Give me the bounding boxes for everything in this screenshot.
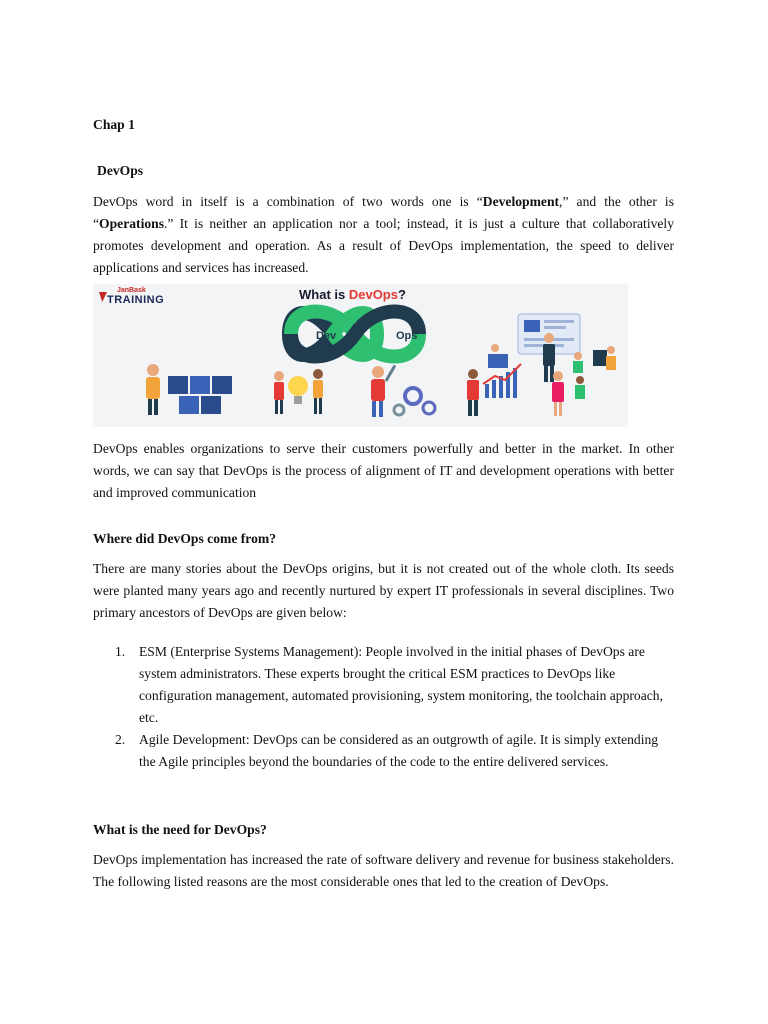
paragraph-alignment: DevOps enables organizations to serve their customers powerfully and better in the market. In other words, we can say that DevOps is the process of alignment of IT and development operations with better and improved communication xyxy=(93,441,674,500)
list-item-text: ESM (Enterprise Systems Management): People involved in the initial phases of DevOps are system administrators. These experts brought the critical ESM practices to DevOps like configuration management, automated provisioning, system monitoring, the toolchain approach, etc. xyxy=(139,644,663,725)
section-title: DevOps xyxy=(97,163,144,178)
intro-paragraph xyxy=(93,191,674,279)
intro-bold-operations: Operations xyxy=(99,216,164,231)
list-item-text: Agile Development: DevOps can be considered as an outgrowth of agile. It is simply extending the Agile principles beyond the boundaries of the code to the entire delivered services. xyxy=(139,732,659,769)
paragraph-origins: There are many stories about the DevOps origins, but it is not created out of the whole cloth. Its seeds were planted many years ago and recently nurtured by expert IT professionals in several disciplines. Two primary ancestors of DevOps are given below: xyxy=(93,561,674,620)
devops-illustration xyxy=(93,284,628,427)
list-item xyxy=(93,729,667,773)
banner-title-accent: DevOps xyxy=(348,287,398,302)
intro-bold-development: Development xyxy=(482,194,560,209)
list-item xyxy=(93,641,667,729)
ancestors-list xyxy=(93,641,674,773)
logo-line-2: TRAINING xyxy=(107,294,165,306)
engineer-gears-icon xyxy=(371,365,435,417)
devops-banner-image xyxy=(93,284,628,427)
intro-text-3: .” It is neither an application nor a tool; instead, it is just a culture that collaboratively promotes development and operation. As a result of DevOps implementation, the speed to deliver applications and services has increased. xyxy=(93,216,674,275)
chapter-heading: Chap 1 xyxy=(93,117,135,132)
heading-origins: Where did DevOps come from? xyxy=(93,531,276,546)
heading-need: What is the need for DevOps? xyxy=(93,822,267,837)
paragraph-need: DevOps implementation has increased the rate of software delivery and revenue for business stakeholders. The following listed reasons are the most considerable ones that led to the creation of DevOps. xyxy=(93,852,674,889)
intro-text-2: ,” and the other is “ xyxy=(93,194,674,231)
infinity-loop-icon xyxy=(289,312,453,357)
banner-title-pre: What is xyxy=(299,287,349,302)
intro-text-1: DevOps word in itself is a combination of two words one is “ xyxy=(93,194,483,209)
idea-people-icon xyxy=(274,369,323,414)
dashboard-team-icon xyxy=(488,314,616,416)
analytics-person-icon xyxy=(467,364,521,416)
banner-title-post: ? xyxy=(397,287,406,302)
logo-line-1: JanBask xyxy=(117,287,146,294)
loop-label-ops: Ops xyxy=(396,330,418,342)
list-item-number: 2. xyxy=(115,732,126,747)
loop-label-dev: Dev xyxy=(316,330,337,342)
puzzle-person-icon xyxy=(146,364,232,415)
list-item-number: 1. xyxy=(115,644,126,659)
